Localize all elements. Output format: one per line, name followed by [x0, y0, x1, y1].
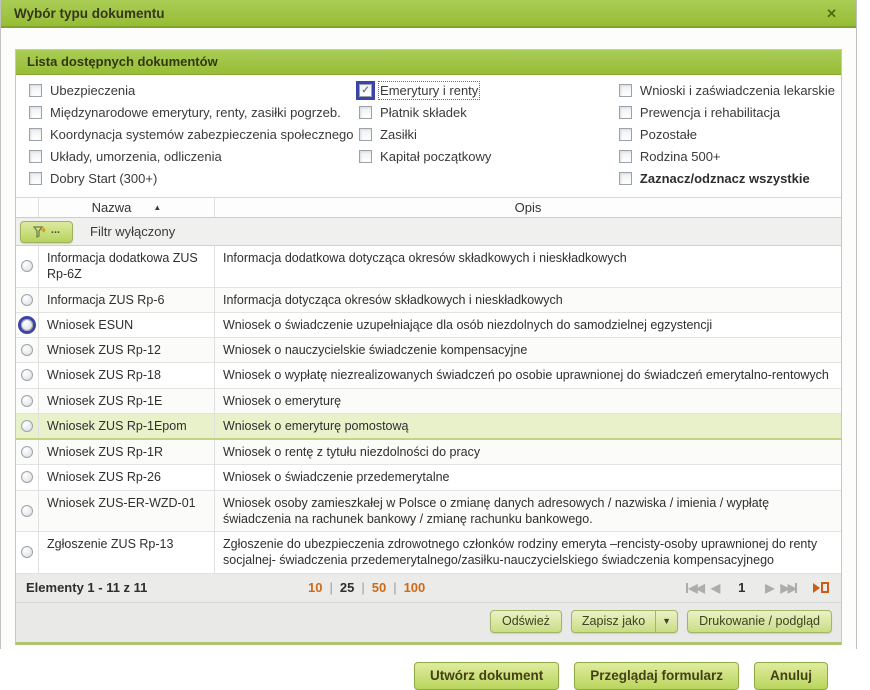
- category-label: Koordynacja systemów zabezpieczenia społecznego: [50, 127, 354, 142]
- radio-button[interactable]: [21, 446, 33, 458]
- select-all-label: Zaznacz/odznacz wszystkie: [639, 171, 810, 186]
- document-name: Informacja dodatkowa ZUS Rp-6Z: [39, 246, 215, 287]
- refresh-button[interactable]: Odśwież: [490, 610, 562, 633]
- document-desc: Wniosek osoby zamieszkałej w Polsce o zmianę danych adresowych / nazwiska / imienia / wypłatę świadczenia na rachunek bankowy / zmianę rachunku bankowego.: [223, 495, 770, 526]
- category-label: Kapitał początkowy: [380, 149, 492, 164]
- checkbox-icon[interactable]: [29, 172, 42, 185]
- category-label: Emerytury i renty: [380, 83, 479, 98]
- sort-asc-icon[interactable]: ▲: [153, 203, 162, 212]
- dialog-titlebar: [1, 0, 856, 28]
- category-wnioski-lekarskie[interactable]: [619, 83, 835, 98]
- radio-button[interactable]: [21, 505, 33, 517]
- select-all-toggle[interactable]: [619, 171, 835, 186]
- category-platnik-skladek[interactable]: [359, 105, 619, 120]
- category-rodzina-500[interactable]: [619, 149, 835, 164]
- documents-panel: [15, 49, 842, 645]
- preview-form-button[interactable]: Przeglądaj formularz: [574, 662, 739, 690]
- table-footer: [16, 574, 841, 603]
- document-name: Informacja ZUS Rp-6: [39, 288, 215, 312]
- name-column-header[interactable]: [39, 198, 215, 217]
- dropdown-arrow-icon[interactable]: ▼: [655, 611, 677, 632]
- document-name: Zgłoszenie ZUS Rp-13: [39, 532, 215, 573]
- ellipsis-icon: ...: [50, 223, 61, 236]
- category-label: Pozostałe: [639, 127, 698, 142]
- document-name: Wniosek ZUS Rp-18: [39, 363, 215, 387]
- category-miedzynarodowe[interactable]: [29, 105, 359, 120]
- document-name: Wniosek ZUS Rp-12: [39, 338, 215, 362]
- document-desc: Zgłoszenie do ubezpieczenia zdrowotnego członków rodziny emeryta –rencisty-osoby uprawnionej do renty socjalnej- świadczenia przedemerytalnego/zasiłku-nauczycielskiego świadczenia kompensacyjnego: [223, 537, 818, 568]
- cancel-button[interactable]: Anuluj: [754, 662, 828, 690]
- document-name: Wniosek ZUS Rp-1E: [39, 389, 215, 413]
- category-dobry-start[interactable]: [29, 171, 359, 186]
- category-column-2: [359, 83, 619, 186]
- table-row[interactable]: [16, 389, 841, 414]
- document-desc: Informacja dotycząca okresów składkowych i nieskładkowych: [223, 292, 563, 307]
- filter-settings-button[interactable]: [20, 221, 73, 243]
- radio-column-header: [16, 198, 39, 217]
- checkbox-icon[interactable]: [619, 150, 632, 163]
- pager: [686, 580, 829, 595]
- category-ubezpieczenia[interactable]: [29, 83, 359, 98]
- document-desc: Wniosek o emeryturę: [223, 393, 342, 408]
- checkbox-icon[interactable]: [359, 128, 372, 141]
- page-size-50[interactable]: 50: [371, 580, 387, 595]
- prev-page-icon[interactable]: ◀: [710, 580, 719, 595]
- radio-button[interactable]: [21, 471, 33, 483]
- save-as-split-button[interactable]: [571, 610, 678, 633]
- table-row[interactable]: [16, 338, 841, 363]
- table-row[interactable]: [16, 363, 841, 388]
- desc-column-label: Opis: [514, 200, 542, 215]
- document-name: Wniosek ESUN: [39, 313, 215, 337]
- category-emerytury-i-renty[interactable]: [359, 83, 619, 98]
- desc-column-header[interactable]: [215, 200, 841, 215]
- document-desc: Informacja dodatkowa dotycząca okresów składkowych i nieskładkowych: [223, 251, 627, 265]
- document-name: Wniosek ZUS Rp-1R: [39, 440, 215, 464]
- category-label: Zasiłki: [380, 127, 417, 142]
- jump-to-page-icon[interactable]: [813, 582, 829, 593]
- category-label: Wnioski i zaświadczenia lekarskie: [639, 83, 835, 98]
- first-page-icon[interactable]: ◀◀: [688, 580, 703, 595]
- table-row[interactable]: [16, 491, 841, 533]
- page-size-selector: 10 | 25 | 50 | 100: [308, 580, 426, 595]
- name-column-label: Nazwa: [91, 200, 132, 215]
- table-row[interactable]: [16, 532, 841, 574]
- page-size-100[interactable]: 100: [403, 580, 426, 595]
- checkbox-icon[interactable]: [619, 106, 632, 119]
- category-label: Płatnik składek: [380, 105, 467, 120]
- document-name: Wniosek ZUS-ER-WZD-01: [39, 491, 215, 532]
- checkbox-icon[interactable]: [359, 106, 372, 119]
- panel-title: Lista dostępnych dokumentów: [16, 50, 841, 75]
- table-row[interactable]: [16, 246, 841, 288]
- document-desc: Wniosek o świadczenie uzupełniające dla osób niezdolnych do samodzielnej egzystencji: [223, 317, 713, 332]
- table-row-esun[interactable]: [16, 313, 841, 338]
- table-row[interactable]: [16, 465, 841, 490]
- document-name: Wniosek ZUS Rp-1Epom: [39, 414, 215, 438]
- category-koordynacja[interactable]: [29, 127, 359, 142]
- dialog-title: Wybór typu dokumentu: [14, 5, 165, 21]
- filter-status-label: Filtr wyłączony: [90, 224, 176, 239]
- close-icon[interactable]: ✕: [826, 5, 837, 21]
- radio-button[interactable]: [21, 260, 33, 272]
- document-desc: Wniosek o nauczycielskie świadczenie kompensacyjne: [223, 343, 528, 357]
- category-zasilki[interactable]: [359, 127, 619, 142]
- print-preview-button[interactable]: Drukowanie / podgląd: [687, 610, 832, 633]
- document-desc: Wniosek o świadczenie przedemerytalne: [223, 470, 450, 485]
- document-name: Wniosek ZUS Rp-26: [39, 465, 215, 489]
- category-label: Ubezpieczenia: [50, 83, 136, 98]
- current-page-number: 1: [738, 580, 746, 595]
- last-page-icon[interactable]: ▶▶: [780, 580, 795, 595]
- page-size-10[interactable]: 10: [308, 580, 323, 595]
- dialog-actions: [15, 645, 842, 690]
- category-label: Rodzina 500+: [639, 149, 721, 164]
- page-size-25-current[interactable]: 25: [339, 580, 355, 595]
- checkbox-icon[interactable]: [29, 84, 42, 97]
- table-header: [16, 197, 841, 218]
- table-row[interactable]: [16, 288, 841, 313]
- category-column-1: [29, 83, 359, 186]
- checkbox-icon[interactable]: [619, 128, 632, 141]
- radio-button[interactable]: [21, 344, 33, 356]
- document-desc: Wniosek o wypłatę niezrealizowanych świadczeń po osobie uprawnionej do świadczeń emerytalno-rentowych: [223, 368, 829, 383]
- radio-button[interactable]: [21, 294, 33, 306]
- category-pozostale[interactable]: [619, 127, 835, 142]
- checkbox-icon[interactable]: [29, 128, 42, 141]
- dialog-body: [1, 28, 856, 690]
- category-column-3: [619, 83, 835, 186]
- document-desc: Wniosek o emeryturę pomostową: [223, 418, 409, 433]
- category-label: Międzynarodowe emerytury, renty, zasiłki pogrzeb.: [50, 105, 341, 120]
- checkbox-icon[interactable]: [619, 172, 632, 185]
- document-list: [16, 246, 841, 574]
- table-row-highlighted[interactable]: [16, 414, 841, 440]
- checkbox-icon[interactable]: [619, 84, 632, 97]
- radio-button[interactable]: [21, 420, 33, 432]
- radio-button-focused[interactable]: [21, 319, 33, 331]
- document-desc: Wniosek o rentę z tytułu niezdolności do pracy: [223, 445, 481, 459]
- save-as-label[interactable]: Zapisz jako: [581, 613, 646, 628]
- checkbox-checked-icon[interactable]: ✓: [359, 84, 372, 97]
- category-label: Dobry Start (300+): [50, 171, 158, 186]
- create-document-button[interactable]: Utwórz dokument: [414, 662, 559, 690]
- checkbox-icon[interactable]: [29, 106, 42, 119]
- checkbox-icon[interactable]: [29, 150, 42, 163]
- radio-button[interactable]: [21, 369, 33, 381]
- radio-button[interactable]: [21, 395, 33, 407]
- category-filter-grid: [16, 75, 841, 197]
- list-toolbar: [16, 603, 841, 642]
- category-uklady[interactable]: [29, 149, 359, 164]
- category-kapital-poczatkowy[interactable]: [359, 149, 619, 164]
- filter-icon: [33, 225, 49, 239]
- next-page-icon[interactable]: ▶: [765, 580, 773, 595]
- table-row[interactable]: [16, 440, 841, 465]
- category-label: Prewencja i rehabilitacja: [639, 105, 781, 120]
- elements-count-label: Elementy 1 - 11 z 11: [26, 580, 148, 595]
- category-label: Układy, umorzenia, odliczenia: [50, 149, 222, 164]
- radio-button[interactable]: [21, 546, 33, 558]
- filter-row: [16, 218, 841, 246]
- checkbox-icon[interactable]: [359, 150, 372, 163]
- category-prewencja[interactable]: [619, 105, 835, 120]
